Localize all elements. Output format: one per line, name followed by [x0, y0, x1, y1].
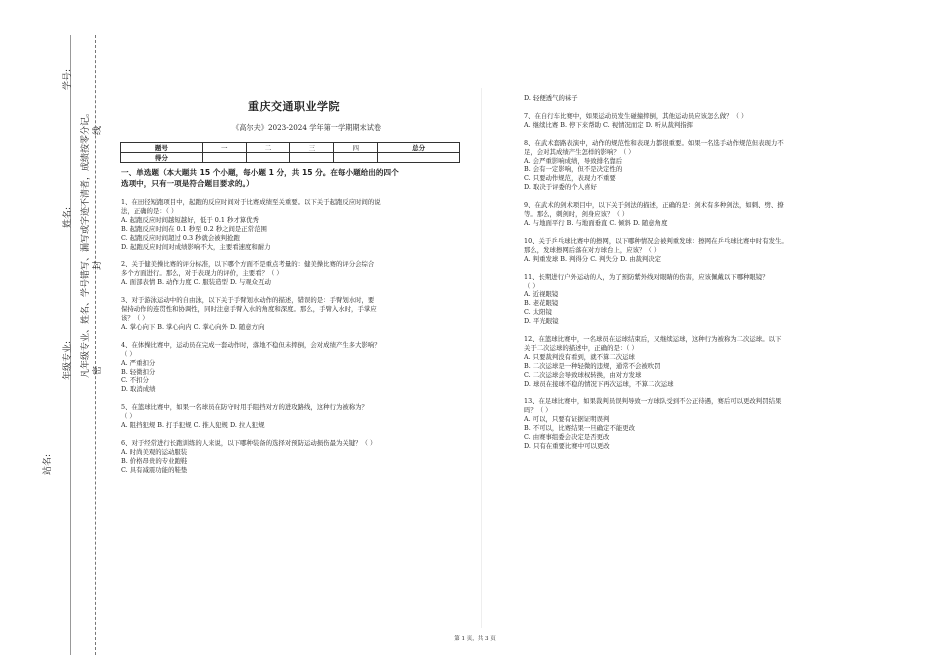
score-table-header-row	[121, 143, 460, 153]
question-text: 5、在篮球比赛中，如果一名球员在防守时用手阻挡对方的进攻路线，这种行为被称为？	[121, 403, 368, 412]
question-block	[121, 198, 471, 251]
question-block	[121, 296, 471, 332]
question-text: 8、在武术套路表演中，动作的规范性和表现力都很重要。如果一名选手动作规范但表现力不	[524, 138, 784, 147]
answer-option: C. 起跑反应时间超过 0.3 秒就会被判抢跑	[121, 233, 240, 242]
binding-margin	[0, 0, 110, 672]
question-text: 关于二次运球的描述中，正确的是：（ ）	[524, 343, 638, 352]
question-block	[121, 439, 471, 475]
answer-option: A. 与地面平行 B. 与地面垂直 C. 倾斜 D. 随意角度	[524, 218, 668, 227]
answer-option: C. 只要动作规范，表现力不重要	[524, 174, 616, 183]
answer-option: B. 起跑反应时间在 0.1 秒至 0.2 秒之间是正常范围	[121, 224, 267, 233]
answer-option: D. 取消成绩	[121, 385, 156, 394]
question-block	[121, 260, 471, 287]
question-text: 10、关于乒乓球比赛中的擦网，以下哪种情况会被判重发球：擦网在乒乓球比赛中时有发生。	[524, 236, 788, 245]
answer-option: A. 严重扣分	[121, 358, 156, 367]
question-block	[524, 112, 864, 130]
question-text: 1、在田径短跑项目中，起跑的反应时间对于比赛成绩至关重要。以下关于起跑反应时间的说	[121, 198, 381, 206]
seal-seal-char: 封	[93, 260, 103, 270]
score-header-cell: 二	[246, 143, 290, 153]
question-block	[524, 201, 864, 228]
answer-option: A. 判重发球 B. 判得分 C. 判失分 D. 由裁判决定	[524, 254, 662, 263]
student-id-label: 学号:	[63, 68, 73, 90]
page-footer: 第 1 页，共 3 页	[454, 636, 496, 642]
question-text: （ ）	[121, 349, 136, 358]
answer-option: C. 二次运球会导致球权转换，由对方发球	[524, 370, 642, 379]
answer-option: A. 近视眼镜	[524, 290, 559, 299]
name-label: 姓名:	[63, 206, 73, 228]
question-text: 4、在体操比赛中，运动员在完成一套动作时，落地不稳但未摔倒，会对成绩产生多大影响？	[121, 340, 381, 349]
question-text: （ ）	[524, 281, 539, 290]
answer-option: A. 面部表情 B. 动作力度 C. 服装造型 D. 与观众互动	[121, 278, 271, 287]
question-block	[524, 273, 864, 326]
answer-option: B. 价格昂贵的专业跑鞋	[121, 456, 188, 465]
answer-option: D. 球员在接球不稳的情况下再次运球，不算二次运球	[524, 379, 674, 388]
score-cell	[290, 153, 334, 163]
answer-option: A. 阻挡犯规 B. 打手犯规 C. 推人犯规 D. 拉人犯规	[121, 421, 265, 430]
question-text: 那么，发球擦网后落在对方球台上，应该？（ ）	[524, 245, 661, 254]
question-text: 7、在自行车比赛中，如果运动员发生碰撞摔倒，其他运动员应该怎么做？（ ）	[524, 111, 748, 120]
question-text: 法，正确的是：（ ）	[121, 206, 178, 215]
answer-option: C. 具有减震功能的鞋垫	[121, 465, 188, 474]
exam-subtitle: 《高尔夫》2023-2024 学年第一学期期末试卷	[232, 123, 382, 132]
score-header-cell: 四	[334, 143, 378, 153]
notice-text: 凡年级专业、姓名、学号错写、漏写或字迹不清者，成绩按零分记。	[81, 107, 91, 378]
answer-option: B. 老花眼镜	[524, 299, 559, 308]
answer-option: C. 由赛事组委会决定是否更改	[524, 433, 610, 442]
answer-option: D. 取决于评委的个人喜好	[524, 183, 597, 192]
answer-option: D. 平光眼镜	[524, 317, 559, 326]
score-header-cell: 三	[290, 143, 334, 153]
question-block	[121, 403, 471, 430]
right-column	[524, 94, 864, 451]
question-text: 12、在篮球比赛中，一名球员在运球结束后，又继续运球，这种行为被称为二次运球。以下	[524, 335, 782, 344]
seal-secret-char: 密	[93, 365, 103, 375]
answer-option: B. 会有一定影响，但不是决定性的	[524, 165, 623, 174]
score-header-cell: 一	[202, 143, 246, 153]
answer-option: A. 起跑反应时间越短越好，低于 0.1 秒才算优秀	[121, 215, 259, 224]
question-text: 吗？（ ）	[524, 406, 552, 415]
grade-major-label: 年级专业:	[63, 340, 73, 380]
answer-option: A. 会严重影响成绩，导致排名靠后	[524, 156, 623, 165]
question-text: 9、在武术的剑术项目中，以下关于剑法的描述，正确的是：剑术有多种剑法，如刺、劈、撩	[524, 201, 784, 210]
question-text: 等。那么，刺剑时，剑身应该？（ ）	[524, 210, 629, 219]
question-text: 足，会对其成绩产生怎样的影响？（ ）	[524, 147, 635, 156]
score-cell	[334, 153, 378, 163]
question-text: 多个方面进行。那么，对于表现力的评价，主要看？（ ）	[121, 269, 283, 278]
answer-option: A. 掌心向下 B. 掌心向内 C. 掌心向外 D. 随意方向	[121, 322, 265, 331]
question-block	[121, 341, 471, 394]
score-row-label: 得分	[121, 153, 203, 163]
question-text: 6、对于经常进行长跑训练的人来说，以下哪种装备的选择对预防运动损伤最为关键？（ ）	[121, 438, 377, 447]
seal-line-char: 线	[93, 125, 103, 135]
question-text: 3、对于游泳运动中的自由泳，以下关于手臂划水动作的描述，错误的是：手臂划水时，要	[121, 296, 375, 305]
column-divider	[481, 88, 482, 628]
answer-option: D. 轻便透气的袜子	[524, 94, 578, 102]
answer-option: C. 太阳镜	[524, 308, 552, 317]
question-block	[524, 94, 864, 103]
answer-option: B. 不可以，比赛结果一旦确定不能更改	[524, 424, 636, 433]
answer-option: C. 不扣分	[121, 376, 149, 385]
question-text: 13、在足球比赛中，如果裁判员误判导致一方球队受到不公正待遇，赛后可以更改判罚结果	[524, 397, 782, 406]
question-text: （ ）	[121, 412, 136, 421]
score-table-score-row	[121, 153, 460, 163]
section-title: 选项中，只有一项是符合题目要求的。）	[121, 178, 254, 188]
left-column	[121, 168, 471, 475]
score-header-cell: 题号	[121, 143, 203, 153]
answer-option: A. 只要裁判没有看到，就不算二次运球	[524, 352, 635, 361]
answer-option: A. 时尚美观的运动服装	[121, 447, 188, 456]
score-cell	[202, 153, 246, 163]
answer-option: D. 起跑反应时间对成绩影响不大，主要看速度和耐力	[121, 242, 271, 251]
score-cell	[246, 153, 290, 163]
question-text: 保持动作的连贯性和协调性，同时注意手臂入水的角度和深度。那么，手臂入水时，手掌应	[121, 305, 377, 314]
answer-option: B. 轻微扣分	[121, 367, 156, 376]
question-block	[524, 335, 864, 388]
answer-option: B. 二次运球是一种轻微的违规，通常不会被吹罚	[524, 361, 661, 370]
answer-option: A. 可以，只要有证据证明误判	[524, 415, 610, 424]
question-text: 11、长期进行户外运动的人，为了预防紫外线对眼睛的伤害，应该佩戴以下哪种眼镜？	[524, 272, 769, 281]
question-text: 该？（ ）	[121, 313, 149, 322]
score-header-cell: 总分	[378, 143, 460, 153]
answer-option: A. 继续比赛 B. 停下来帮助 C. 视情况而定 D. 听从裁判指挥	[524, 120, 694, 129]
answer-option: D. 只有在重要比赛中可以更改	[524, 442, 610, 450]
score-cell	[378, 153, 460, 163]
station-label: 站名:	[43, 453, 53, 475]
question-text: 2、关于健美操比赛的评分标准，以下哪个方面不是重点考量的：健美操比赛的评分会综合	[121, 260, 375, 269]
question-block	[524, 397, 864, 450]
section-title: 一、单选题（本大题共 15 个小题，每小题 1 分，共 15 分。在每小题给出的四个	[121, 168, 399, 177]
school-title: 重庆交通职业学院	[248, 100, 340, 113]
question-block	[524, 237, 864, 264]
score-table	[120, 142, 460, 163]
question-block	[524, 139, 864, 192]
